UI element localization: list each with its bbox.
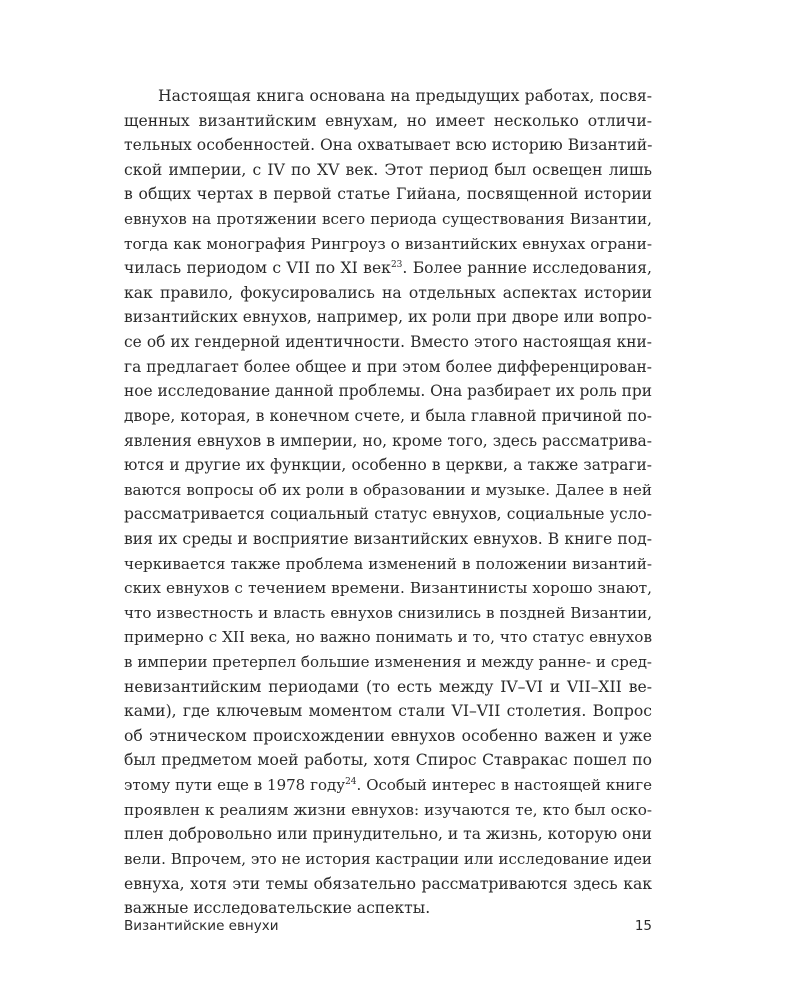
text-line [124,84,652,109]
line-text: проявлен к реалиям жизни евнухов: изучаются те, кто был оско- [124,800,652,819]
line-text: в общих чертах в первой статье Гийана, посвященной истории [124,185,652,204]
line-text: щенных византийским евнухам, но имеет несколько отличи- [124,111,652,130]
text-line [124,552,652,577]
text-line [124,281,652,306]
line-text: ваются вопросы об их роли в образовании и музыке. Далее в ней [124,480,652,499]
line-text: что известность и власть евнухов снизились в поздней Византии, [124,603,652,622]
line-text: ских евнухов с течением времени. Византинисты хорошо знают, [124,579,652,598]
line-text: чилась периодом с VII по XI век [124,259,391,278]
text-line [124,330,652,355]
text-line [124,527,652,552]
text-line [124,256,652,281]
line-text: явления евнухов в империи, но, кроме того, здесь рассматрива- [124,431,652,450]
line-text: ской империи, с IV по XV век. Этот период был освещен лишь [124,160,652,179]
text-line [124,675,652,700]
body-paragraph [124,84,652,921]
line-text: га предлагает более общее и при этом более дифференцирован- [124,357,652,376]
text-line [124,232,652,257]
line-text: вия их среды и восприятие византийских евнухов. В книге под- [124,529,652,548]
text-line [124,379,652,404]
line-text: примерно с XII века, но важно понимать и то, что статус евнухов [124,628,652,647]
text-line [124,601,652,626]
text-line [124,404,652,429]
line-text: вели. Впрочем, это не история кастрации или исследование идеи [124,849,652,868]
text-line [124,182,652,207]
text-line [124,798,652,823]
line-text-continued: . Особый интерес в настоящей книге [356,776,653,795]
line-text: как правило, фокусировались на отдельных аспектах истории [124,283,652,302]
line-text: был предметом моей работы, хотя Спирос Ставракас пошел по [124,751,652,770]
line-text: тельных особенностей. Она охватывает всю историю Византий- [124,136,653,155]
text-line [124,822,652,847]
line-text-continued: . Более ранние исследования, [402,259,652,278]
text-line [124,699,652,724]
page-number: 15 [634,918,652,934]
text-line [124,625,652,650]
line-text: этому пути еще в 1978 году [124,776,346,795]
line-text: дворе, которая, в конечном счете, и была главной причиной по- [124,406,652,425]
text-line [124,502,652,527]
line-text: ками), где ключевым моментом стали VI–VII столетия. Вопрос [124,702,652,721]
footnote-ref[interactable]: 24 [345,777,357,788]
text-line [124,773,652,798]
text-line [124,478,652,503]
text-line [124,355,652,380]
text-line [124,576,652,601]
text-line [124,207,652,232]
text-line [124,748,652,773]
line-text: тогда как монография Рингроуз о византийских евнухах ограни- [124,234,652,253]
line-text: рассматривается социальный статус евнухов, социальные усло- [124,505,652,524]
text-line [124,650,652,675]
line-text: евнухов на протяжении всего периода существования Византии, [124,210,652,229]
line-text: черкивается также проблема изменений в положении византий- [124,554,652,573]
line-text: се об их гендерной идентичности. Вместо этого настоящая кни- [124,333,652,352]
line-text: ное исследование данной проблемы. Она разбирает их роль при [124,382,652,401]
text-line [124,453,652,478]
text-line [124,158,652,183]
text-line [124,429,652,454]
text-line [124,109,652,134]
footnote-ref[interactable]: 23 [390,260,403,271]
page-footer [124,918,652,940]
line-text: важные исследовательские аспекты. [124,899,431,918]
line-text: невизантийским периодами (то есть между IV–VI и VII–XII ве- [124,677,652,696]
text-line [124,847,652,872]
line-text: евнуха, хотя эти темы обязательно рассматриваются здесь как [124,874,652,893]
line-text: плен добровольно или принудительно, и та жизнь, которую они [124,825,652,844]
line-text: византийских евнухов, например, их роли при дворе или вопро- [124,308,652,327]
line-text: Настоящая книга основана на предыдущих работах, посвя- [158,87,652,105]
line-text: в империи претерпел большие изменения и между ранне- и сред- [124,653,652,672]
line-text: об этническом происхождении евнухов особенно важен и уже [124,726,652,745]
text-line [124,872,652,897]
line-text: ются и другие их функции, особенно в церкви, а также затраги- [124,456,652,475]
text-line [124,305,652,330]
text-line [124,724,652,749]
text-line [124,133,652,158]
running-title: Византийские евнухи [124,918,279,934]
